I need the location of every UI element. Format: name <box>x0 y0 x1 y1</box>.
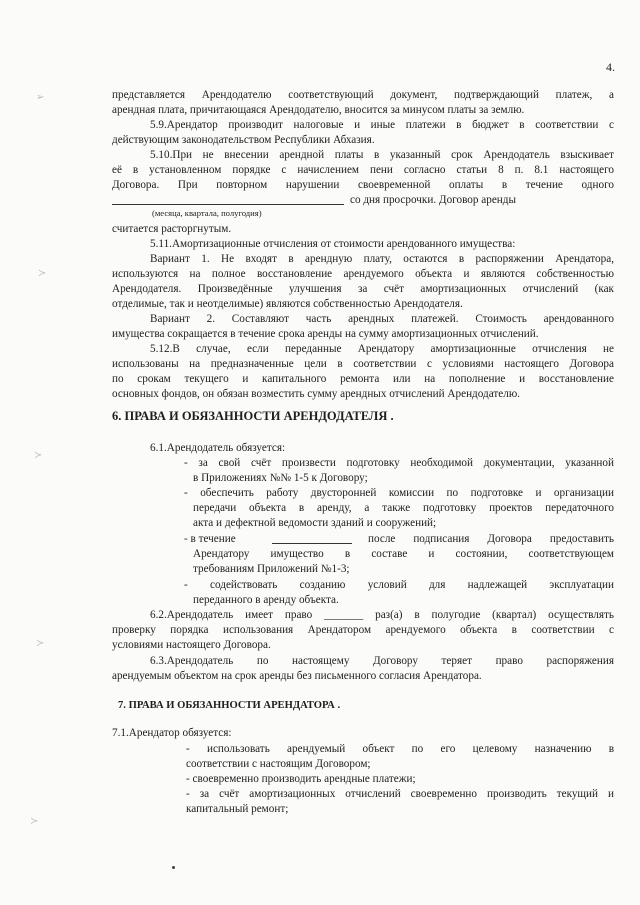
list-item: - обеспечить работу двусторонней комиссии по подготовке и организации <box>184 487 614 499</box>
text-line: условиями настоящего Договора. <box>112 639 271 651</box>
list-item: - за счёт амортизационных отчислений своевременно производить текущий и <box>186 788 614 800</box>
list-item: - использовать арендуемый объект по его целевому назначению в <box>186 743 614 755</box>
text-line: по срокам текущего и капитального ремонта или на пополнение и восстановление <box>112 373 614 385</box>
text-line: Арендатору имуществo в составе и состоянии, соответствующем <box>193 548 614 560</box>
section-heading: 6. ПРАВА И ОБЯЗАННОСТИ АРЕНДОДАТЕЛЯ . <box>112 409 394 423</box>
scan-dot-icon <box>172 866 175 869</box>
text-line: 6.1.Арендодатель обязуется: <box>150 442 286 454</box>
text-line: представляется Арендодателю соответствующий документ, подтверждающий платеж, а <box>112 89 614 101</box>
list-item: - содействовать созданию условий для надлежащей эксплуатации <box>184 579 614 591</box>
text-line: 5.9.Арендатор производит налоговые и иные платежи в бюджет в соответствии с <box>150 119 614 131</box>
text-line: требованиям Приложений №1-3; <box>193 563 350 575</box>
scan-mark-icon: ≻ <box>38 268 47 279</box>
text-line: после подписания Договора предоставить <box>368 533 614 545</box>
scan-mark-icon: ≻ <box>36 638 45 649</box>
blank-field <box>272 543 352 544</box>
text-line: арендная плата, причитающаяся Арендодателю, вносится за минусом платы за землю. <box>112 104 525 116</box>
text-line: Вариант 2. Составляют часть арендных платежей. Стоимость арендованного <box>150 313 614 325</box>
list-item: - своевременно производить арендные платежи; <box>186 773 416 785</box>
text-line: соответствии с настоящим Договором; <box>186 758 371 770</box>
text-line: переданного в аренду объекта. <box>193 594 339 606</box>
text-line: Вариант 1. Не входят в арендную плату, остаются в распоряжении Арендатора, <box>150 253 614 265</box>
text-line: акта и дефектной ведомости зданий и сооружений; <box>193 517 437 529</box>
text-line: арендуемым объектом на срок аренды без письменного согласия Арендатора. <box>112 670 482 682</box>
field-caption: (месяца, квартала, полугодия) <box>152 208 262 218</box>
text-line: в Приложениях №№ 1-5 к Договору; <box>193 472 368 484</box>
text-line: передачи объекта в аренду, а также подготовку проектов передаточного <box>193 502 614 514</box>
text-line: имущества сокращается в течение срока аренды на сумму амортизационных отчислений. <box>112 328 539 340</box>
text-line: используются на полное восстановление арендуемого объекта и являются собственностью <box>112 268 614 280</box>
blank-field <box>112 192 344 205</box>
list-item: - за свой счёт произвести подготовку необходимой документации, указанной <box>184 457 614 469</box>
text-line: Арендодателя. Произведённые улучшения за счёт амортизационных отчислений (как <box>112 283 614 295</box>
text-line: капитальный ремонт; <box>186 803 289 815</box>
section-heading: 7. ПРАВА И ОБЯЗАННОСТИ АРЕНДАТОРА . <box>118 700 341 711</box>
text-line: 6.2.Арендодатель имеет право _______ раз(а) в полугодие (квартал) осуществлять <box>150 609 614 621</box>
text-line: её в установленном порядке с начислением пени согласно статьи 8 п. 8.1 настоящего <box>112 164 614 176</box>
text-line: использованы на предназначенные цели в соответствии с условиями настоящего Договора <box>112 358 614 370</box>
text-line: 5.10.При не внесении арендной платы в указанный срок Арендодатель взыскивает <box>150 149 614 161</box>
text-line: отделимые, так и неотделимые) являются собственностью Арендодателя. <box>112 298 463 310</box>
text-line: основных фондов, он обязан возместить сумму арендных отчислений Арендодателю. <box>112 388 520 400</box>
text-line: 5.12.В случае, если переданные Арендатору амортизационные отчисления не <box>150 343 614 355</box>
text-line: считается расторгнутым. <box>112 223 232 235</box>
text-line: со дня просрочки. Договор аренды <box>350 194 516 206</box>
scan-mark-icon: ≻ <box>30 816 39 827</box>
page-number: 4. <box>606 60 615 74</box>
text-line: действующим законодательством Республики Абхазия. <box>112 134 375 146</box>
text-line: 6.3.Арендодатель по настоящему Договору теряет право распоряжения <box>150 655 614 667</box>
text-line: проверку порядка использования Арендатором арендуемого объекта в соответствии с <box>112 624 614 636</box>
text-line: 7.1.Арендатор обязуется: <box>112 727 232 739</box>
scan-mark-icon: ≻ <box>34 450 43 461</box>
text-line: Договора. При повторном нарушении своевременной оплаты в течение одного <box>112 179 614 191</box>
text-line: 5.11.Амортизационные отчисления от стоимости арендованного имущества: <box>150 238 516 250</box>
scan-mark-icon: ➢ <box>36 92 45 103</box>
list-item: - в течение <box>184 533 236 545</box>
